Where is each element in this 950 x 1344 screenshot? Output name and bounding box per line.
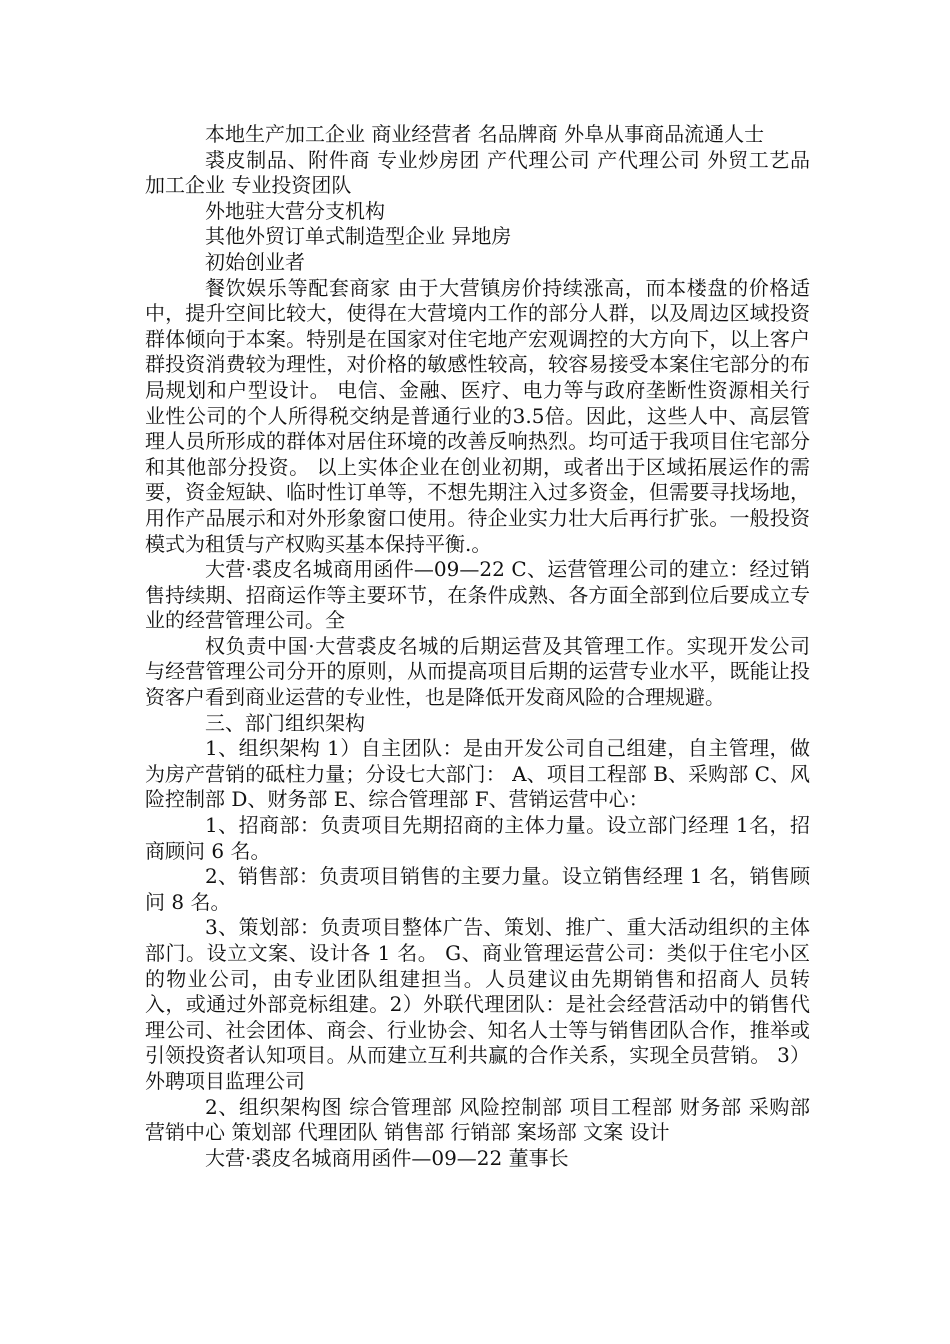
paragraph-startups: 初始创业者 bbox=[205, 249, 305, 274]
paragraph-org-chart: 2、组织架构图 综合管理部 风险控制部 项目工程部 财务部 采购部 营销中心 策划部 代理团队 销售部 行销部 案场部 文案 设计 bbox=[145, 1094, 810, 1145]
paragraph-org-structure: 1、组织架构 1）自主团队：是由开发公司自己组建，自主管理，做为房产营销的砥柱力量；分设七大部门： A、项目工程部 B、采购部 C、风险控制部 D、财务部 E、综合管理部 F、营销运营中心： bbox=[145, 736, 810, 812]
paragraph-fur-products: 裘皮制品、附件商 专业炒房团 产代理公司 产代理公司 外贸工艺品加工企业 专业投资团队 bbox=[145, 147, 810, 198]
paragraph-investment-dept: 1、招商部：负责项目先期招商的主体力量。设立部门经理 1名，招商顾问 6 名。 bbox=[145, 813, 810, 863]
paragraph-branch-offices: 外地驻大营分支机构 bbox=[205, 198, 385, 223]
paragraph-market-analysis: 餐饮娱乐等配套商家 由于大营镇房价持续涨高，而本楼盘的价格适中，提升空间比较大，使得在大营境内工作的部分人群，以及周边区域投资群体倾向于本案。特别是在国家对住宅地产宏观调控的大方向下，以上客户群投资消费较为理性，对价格的敏感性较高，较容易接受本案住宅部分的布局规划和户型设计。 电信、金融、医疗、电力等与政府垄断性资源相关行业性公司的个人所得税交纳是普通行业的3.5倍。因此，这些人中、高层管理人员所形成的群体对居住环境的改善反响热烈。均可适于我项目住宅部分和其他部分投资。 以上实体企业在创业初期，或者出于区域拓展运作的需要，资金短缺、临时性订单等，不想先期注入过多资金，但需要寻找场地，用作产品展示和对外形象窗口使用。待企业实力壮大后再行扩张。一般投资模式为租赁与产权购买基本保持平衡.。 bbox=[145, 275, 810, 556]
paragraph-target-customers: 本地生产加工企业 商业经营者 名品牌商 外阜从事商品流通人士 bbox=[205, 122, 765, 146]
paragraph-operations-company: 大营·裘皮名城商用函件—09—22 C、运营管理公司的建立：经过销售持续期、招商运作等主要环节，在条件成熟、各方面全部到位后要成立专业的经营管理公司。全 bbox=[145, 557, 810, 633]
paragraph-sales-dept: 2、销售部：负责项目销售的主要力量。设立销售经理 1 名，销售顾问 8 名。 bbox=[145, 864, 810, 914]
section-heading-org-structure: 三、部门组织架构 bbox=[205, 710, 365, 735]
paragraph-chairman: 大营·裘皮名城商用函件—09—22 董事长 bbox=[205, 1145, 569, 1170]
document-body bbox=[145, 122, 810, 1171]
paragraph-foreign-trade: 其他外贸订单式制造型企业 异地房 bbox=[205, 224, 512, 249]
paragraph-management-responsibility: 权负责中国·大营裘皮名城的后期运营及其管理工作。实现开发公司与经营管理公司分开的原则，从而提高项目后期的运营专业水平，既能让投资客户看到商业运营的专业性，也是降低开发商风险的合理规避。 bbox=[145, 633, 810, 710]
paragraph-planning-dept: 3、策划部：负责项目整体广告、策划、推广、重大活动组织的主体部门。设立文案、设计各 1 名。 G、商业管理运营公司：类似于住宅小区的物业公司，由专业团队组建担当。人员建议由先期销售和招商人 员转入，或通过外部竞标组建。2）外联代理团队：是社会经营活动中的销售代理公司、社会团体、商会、行业协会、知名人士等与销售团队合作，推举或引领投资者认知项目。从而建立互利共赢的合作关系，实现全员营销。 3）外聘项目监理公司 bbox=[145, 915, 810, 1093]
